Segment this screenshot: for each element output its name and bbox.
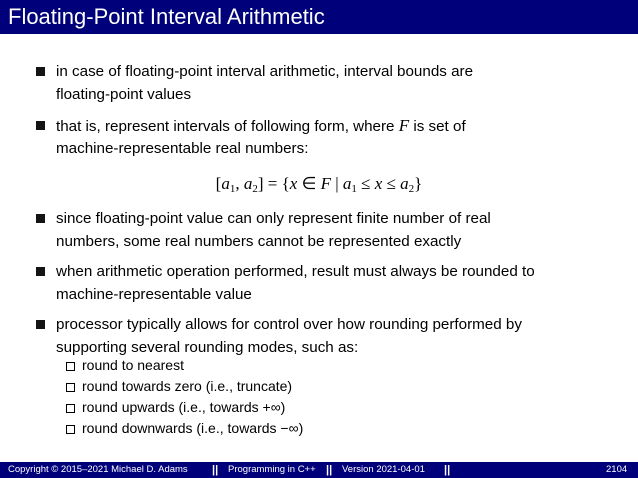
sub-bullet-marker: [66, 383, 75, 392]
bullet-3-line-1: since floating-point value can only represent finite number of real: [56, 210, 491, 227]
sub-bullet-marker: [66, 404, 75, 413]
bullet-marker: [36, 267, 45, 276]
rounding-mode-item: round upwards (i.e., towards +∞): [82, 399, 286, 415]
bullet-3-line-2: numbers, some real numbers cannot be represented exactly: [56, 233, 462, 250]
footer-separator: ||: [444, 464, 451, 476]
footer-version: Version 2021-04-01: [342, 464, 425, 475]
footer-page-number: 2104: [606, 464, 628, 475]
sub-bullet-marker: [66, 425, 75, 434]
rounding-mode-item: round to nearest: [82, 357, 184, 373]
footer-separator: ||: [212, 464, 219, 476]
sub-bullet-marker: [66, 362, 75, 371]
footer-course: Programming in C++: [228, 464, 316, 475]
footer-bar: [0, 462, 638, 478]
bullet-4-line-1: when arithmetic operation performed, result must always be rounded to: [56, 263, 535, 280]
slide-title: Floating-Point Interval Arithmetic: [8, 4, 325, 29]
bullet-2-line-1: that is, represent intervals of following form, where F is set of: [56, 116, 466, 135]
bullet-marker: [36, 121, 45, 130]
bullet-4-line-2: machine-representable value: [56, 286, 252, 303]
bullet-marker: [36, 214, 45, 223]
bullet-5-line-2: supporting several rounding modes, such as:: [56, 339, 359, 356]
rounding-mode-item: round downwards (i.e., towards −∞): [82, 420, 304, 436]
bullet-1-line-1: in case of floating-point interval arithmetic, interval bounds are: [56, 63, 474, 80]
bullet-2-line-2: machine-representable real numbers:: [56, 140, 309, 157]
title-bar: [0, 0, 638, 34]
bullet-marker: [36, 67, 45, 76]
rounding-mode-item: round towards zero (i.e., truncate): [82, 378, 293, 394]
footer-copyright: Copyright © 2015–2021 Michael D. Adams: [8, 464, 188, 475]
variable-f: F: [398, 116, 410, 135]
bullet-marker: [36, 320, 45, 329]
interval-formula: [$a_1$, $a_2] = \{x$ ∈ F | $a_1 \le x \le a_2$}: [215, 174, 423, 195]
bullet-1-line-2: floating-point values: [56, 86, 192, 103]
footer-separator: ||: [326, 464, 333, 476]
bullet-5-line-1: processor typically allows for control over how rounding performed by: [56, 316, 522, 333]
